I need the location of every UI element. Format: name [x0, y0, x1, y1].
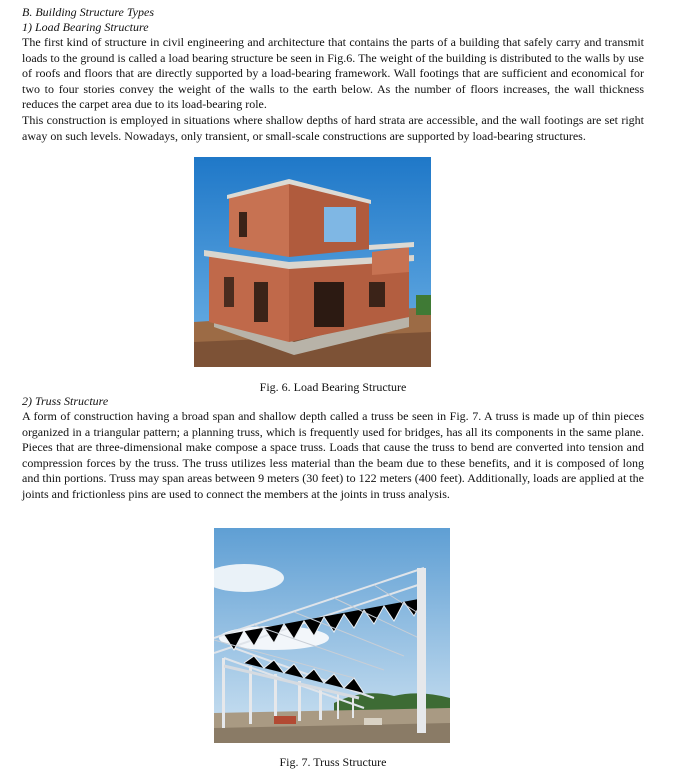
document-page	[22, 0, 644, 769]
section-heading: B. Building Structure Types	[22, 5, 154, 19]
figure-truss-image	[214, 528, 450, 743]
subsection-heading-truss: 2) Truss Structure	[22, 394, 109, 408]
paragraph-load-bearing-2: This construction is employed in situations where shallow depths of hard strata are accessible, and the wall footings are set right away on such levels. Nowadays, only transient, or small-scale constructions are supported by load-bearing structures.	[22, 112, 644, 143]
figure-caption-load-bearing: Fig. 6. Load Bearing Structure	[259, 380, 407, 394]
paragraph-truss-1: A form of construction having a broad span and shallow depth called a truss be seen in Fig. 7. A truss is made up of thin pieces organized in a triangular pattern; a planning truss, which is frequently used for bridges, has all its components in the same plane. Pieces that are three-dimensional make compose a space truss. Loads that cause the truss to bend are converted into tension and compression forces by the truss. The truss utilizes less material than the beam due to these benefits, and it is composed of long and thin portions. Truss may span areas between 9 meters (30 feet) to 122 meters (400 feet). Additionally, loads are applied at the joints and frictionless pins are used to connect the members at the joints in truss analysis.	[22, 409, 644, 501]
figure-load-bearing-image	[194, 157, 431, 367]
paragraph-load-bearing-1: The first kind of structure in civil engineering and architecture that contains the parts of a building that safely carry and transmit loads to the ground is called a load bearing structure be seen in Fig.6. The weight of the building is distributed to the walls by use of roofs and floors that are directly supported by a load-bearing framework. Wall footings that are sufficient and economical for two to four stories convey the weight of the walls to the earth below. As the number of floors increases, the wall thickness reduces the carpet area due to its load-bearing role.	[22, 35, 644, 112]
subsection-heading-load-bearing: 1) Load Bearing Structure	[22, 20, 149, 34]
figure-caption-truss: Fig. 7. Truss Structure	[279, 755, 387, 769]
